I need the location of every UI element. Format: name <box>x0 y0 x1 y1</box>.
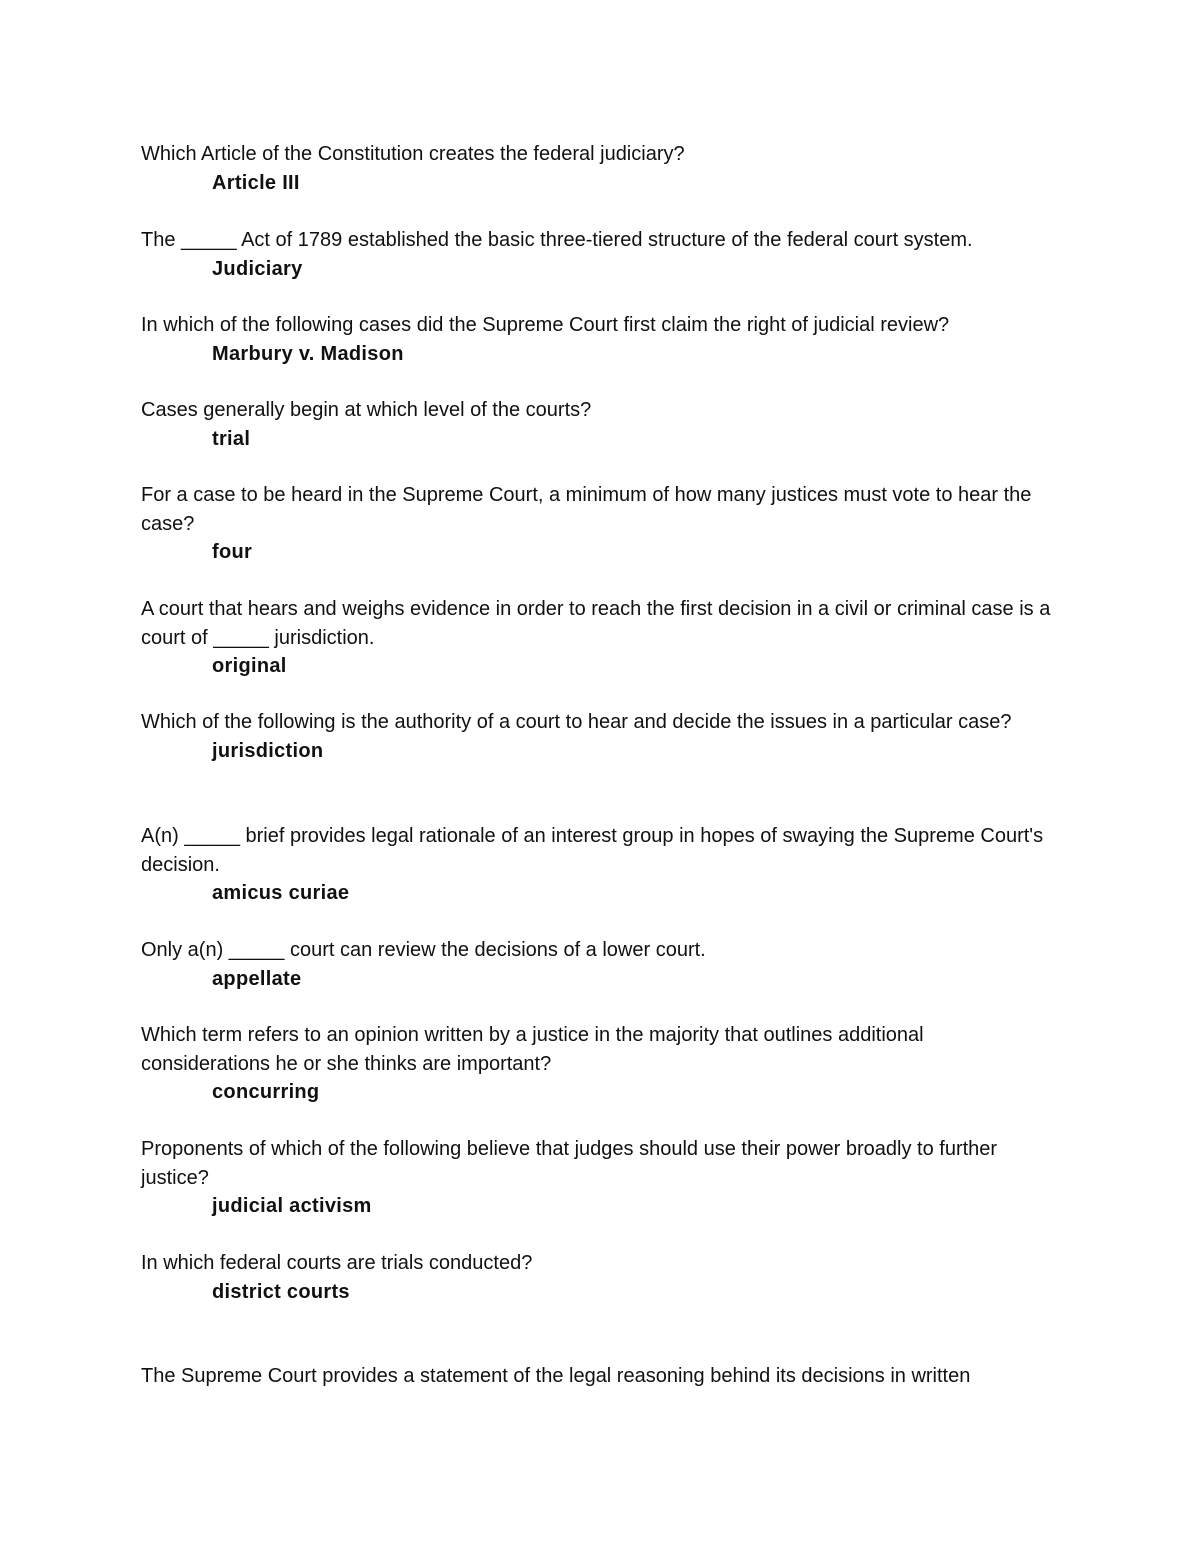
question-text: A(n) _____ brief provides legal rationale of an interest group in hopes of swaying the Supreme Court's decision. <box>141 825 1044 876</box>
qa-item-11 <box>141 1135 1051 1221</box>
qa-item-trailing <box>141 1362 1051 1391</box>
question-text: In which federal courts are trials conducted? <box>141 1252 533 1274</box>
question-text: In which of the following cases did the Supreme Court first claim the right of judicial review? <box>141 314 950 336</box>
qa-item-6 <box>141 595 1051 681</box>
qa-item-1 <box>141 140 1051 197</box>
qa-item-7 <box>141 708 1051 765</box>
answer-text: Marbury v. Madison <box>212 342 404 365</box>
qa-item-12 <box>141 1249 1051 1306</box>
question-text: Only a(n) _____ court can review the decisions of a lower court. <box>141 939 706 961</box>
answer-text: district courts <box>212 1280 350 1303</box>
trailing-question-text: The Supreme Court provides a statement of the legal reasoning behind its decisions in written <box>141 1365 971 1387</box>
qa-item-8 <box>141 822 1051 908</box>
qa-item-4 <box>141 396 1051 453</box>
answer-text: appellate <box>212 967 302 990</box>
question-text: Proponents of which of the following believe that judges should use their power broadly to further justice? <box>141 1138 998 1189</box>
answer-text: trial <box>212 427 251 450</box>
answer-text: amicus curiae <box>212 882 350 904</box>
answer-text: Article III <box>212 171 300 194</box>
question-text: A court that hears and weighs evidence in order to reach the first decision in a civil or criminal case is a court of _____ jurisdiction. <box>141 598 1051 649</box>
qa-item-10 <box>141 1021 1051 1107</box>
question-text: Which of the following is the authority of a court to hear and decide the issues in a particular case? <box>141 711 1012 733</box>
answer-text: judicial activism <box>212 1195 372 1217</box>
question-text: For a case to be heard in the Supreme Court, a minimum of how many justices must vote to hear the case? <box>141 484 1032 535</box>
answer-text: Judiciary <box>212 257 303 280</box>
answer-text: original <box>212 655 287 677</box>
answer-text: jurisdiction <box>212 739 324 762</box>
question-text: The _____ Act of 1789 established the basic three-tiered structure of the federal court system. <box>141 229 973 251</box>
qa-item-5 <box>141 481 1051 567</box>
question-text: Which Article of the Constitution creates the federal judiciary? <box>141 143 685 165</box>
qa-item-9 <box>141 936 1051 993</box>
answer-text: four <box>212 541 253 563</box>
question-text: Which term refers to an opinion written by a justice in the majority that outlines additional considerations he or she thinks are important? <box>141 1024 924 1075</box>
qa-item-2 <box>141 226 1051 283</box>
question-text: Cases generally begin at which level of the courts? <box>141 399 592 421</box>
qa-item-3 <box>141 311 1051 368</box>
answer-text: concurring <box>212 1081 320 1103</box>
